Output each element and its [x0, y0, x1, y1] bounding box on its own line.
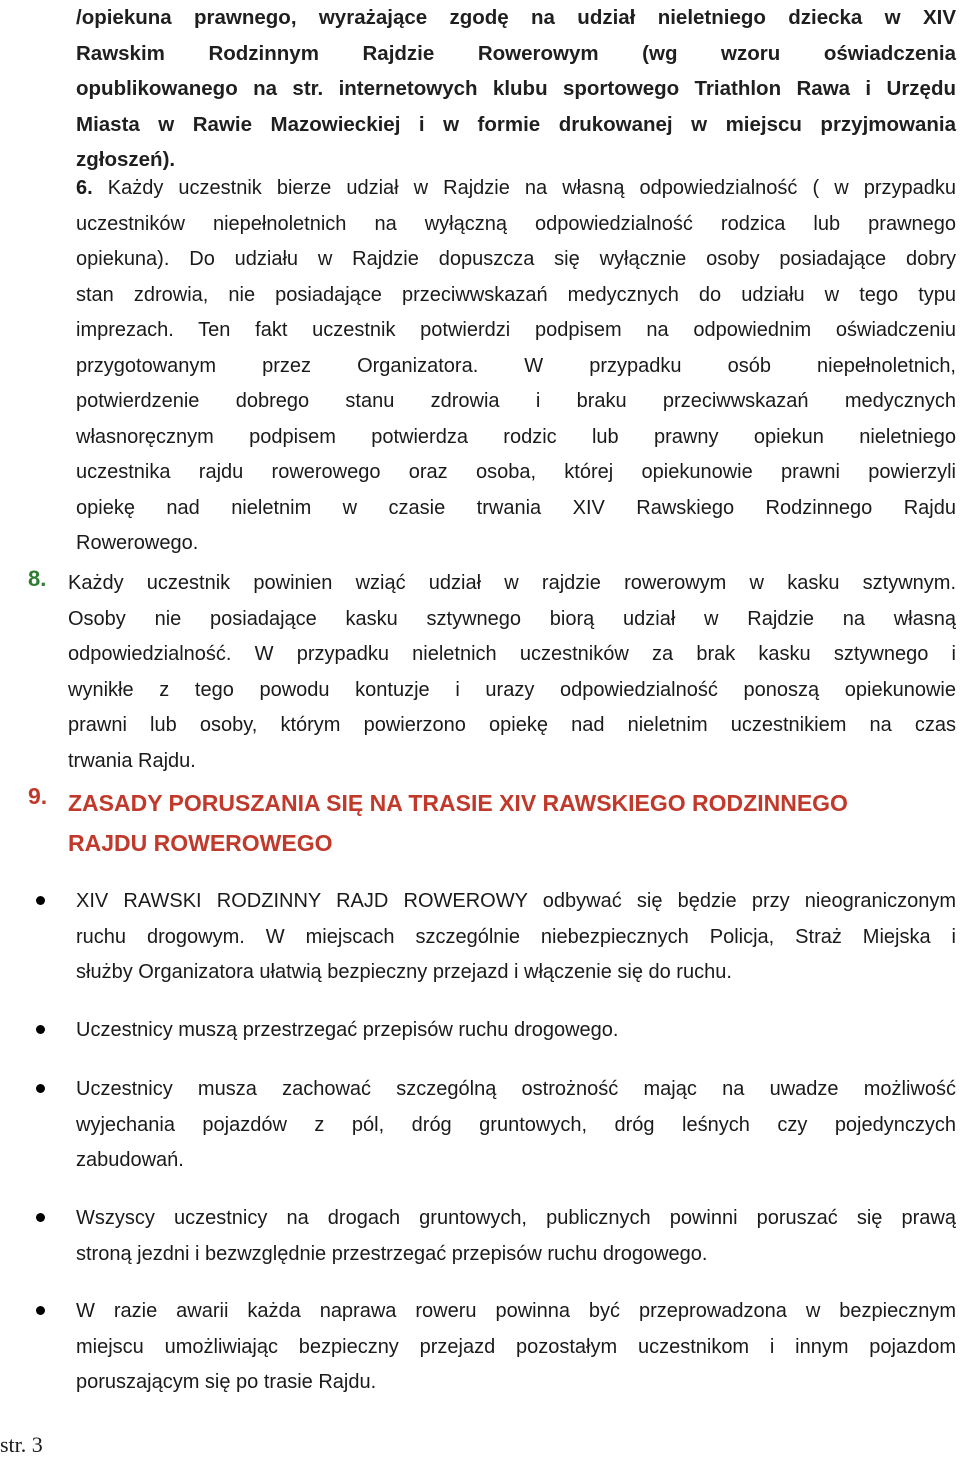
bullet-dot-icon — [36, 1025, 45, 1034]
intro-line: Miasta w Rawie Mazowieckiej i w formie drukowanej w miejscu przyjmowania — [76, 112, 956, 136]
bullet-item — [76, 1013, 956, 1049]
bullet-line: Wszyscy uczestnicy na drogach gruntowych, publicznych powinni poruszać się prawą — [76, 1207, 956, 1229]
page-number: str. 3 — [0, 1432, 43, 1457]
bullet-line: stroną jezdni i bezwzględnie przestrzegać przepisów ruchu drogowego. — [76, 1242, 708, 1265]
point-6-line: przygotowanym przez Organizatora. W przypadku osób niepełnoletnich, — [76, 354, 956, 377]
point-6-line-1 — [76, 171, 956, 207]
intro-line: Rawskim Rodzinnym Rajdzie Rowerowym (wg wzoru oświadczenia — [76, 41, 956, 65]
bullet-line: Uczestnicy musza zachować szczególną ostrożność mając na uwadze możliwość — [76, 1078, 956, 1100]
point-6-line: stan zdrowia, nie posiadające przeciwwskazań medycznych do udziału w tego typu — [76, 283, 956, 306]
bullet-line: zabudowań. — [76, 1149, 184, 1171]
point-6-paragraph — [76, 171, 956, 562]
bullet-item — [76, 1072, 956, 1179]
point-9-heading — [68, 783, 928, 863]
point-8-line: Osoby nie posiadające kasku sztywnego biorą udział w Rajdzie na własną — [68, 607, 956, 630]
point-6-text: Każdy uczestnik bierze udział w Rajdzie na własną odpowiedzialność ( w przypadku — [107, 177, 956, 199]
point-8-line: Każdy uczestnik powinien wziąć udział w rajdzie rowerowym w kasku sztywnym. — [68, 572, 956, 594]
bullet-line: W razie awarii każda naprawa roweru powinna być przeprowadzona w bezpiecznym — [76, 1300, 956, 1322]
bullet-line: służby Organizatora ułatwią bezpieczny przejazd i włączenie się do ruchu. — [76, 961, 732, 983]
point-8-line: prawni lub osoby, którym powierzono opiekę nad nieletnim uczestnikiem na czas — [68, 714, 956, 736]
point-6-line: imprezach. Ten fakt uczestnik potwierdzi podpisem na odpowiednim oświadczeniu — [76, 319, 956, 341]
bullet-line: XIV RAWSKI RODZINNY RAJD ROWEROWY odbywać się będzie przy nieograniczonym — [76, 890, 956, 912]
point-6-line: uczestnika rajdu rowerowego oraz osoba, której opiekunowie prawni powierzyli — [76, 461, 956, 483]
intro-paragraph — [76, 0, 956, 178]
bullet-item — [76, 884, 956, 991]
point-8-line: odpowiedzialność. W przypadku nieletnich uczestników za brak kasku sztywnego i — [68, 643, 956, 665]
point-6-number: 6. — [76, 177, 93, 199]
intro-line: /opiekuna prawnego, wyrażające zgodę na udział nieletniego dziecka w XIV — [76, 6, 956, 29]
point-6-line: opiekę nad nieletnim w czasie trwania XIV Rawskiego Rodzinnego Rajdu — [76, 496, 956, 519]
bullet-line: wyjechania pojazdów z pól, dróg gruntowych, dróg leśnych czy pojedynczych — [76, 1113, 956, 1136]
bullet-line: Uczestnicy muszą przestrzegać przepisów ruchu drogowego. — [76, 1019, 619, 1041]
bullet-dot-icon — [36, 1084, 45, 1093]
point-8-number: 8. — [28, 566, 47, 591]
intro-line: zgłoszeń). — [76, 148, 176, 171]
heading-line: ZASADY PORUSZANIA SIĘ NA TRASIE XIV RAWSKIEGO RODZINNEGO — [68, 790, 848, 816]
bullet-item — [76, 1294, 956, 1401]
heading-line: RAJDU ROWEROWEGO — [68, 830, 333, 856]
point-6-line: uczestników niepełnoletnich na wyłączną odpowiedzialność rodzica lub prawnego — [76, 212, 956, 235]
bullet-item — [76, 1201, 956, 1272]
point-6-line: Rowerowego. — [76, 532, 199, 554]
bullet-dot-icon — [36, 1213, 45, 1222]
point-6-line: własnoręcznym podpisem potwierdza rodzic lub prawny opiekun nieletniego — [76, 425, 956, 448]
point-6-line: potwierdzenie dobrego stanu zdrowia i braku przeciwwskazań medycznych — [76, 390, 956, 412]
bullet-dot-icon — [36, 896, 45, 905]
bullet-dot-icon — [36, 1306, 45, 1315]
intro-line: opublikowanego na str. internetowych klubu sportowego Triathlon Rawa i Urzędu — [76, 77, 956, 100]
point-8-line: trwania Rajdu. — [68, 749, 196, 772]
point-8-line: wynikłe z tego powodu kontuzje i urazy odpowiedzialność ponoszą opiekunowie — [68, 678, 956, 701]
bullet-line: miejscu umożliwiając bezpieczny przejazd pozostałym uczestnikom i innym pojazdom — [76, 1335, 956, 1358]
point-6-line: opiekuna). Do udziału w Rajdzie dopuszcza się wyłącznie osoby posiadające dobry — [76, 248, 956, 270]
bullet-line: ruchu drogowym. W miejscach szczególnie niebezpiecznych Policja, Straż Miejska i — [76, 925, 956, 948]
bullet-line: poruszającym się po trasie Rajdu. — [76, 1371, 377, 1393]
point-9-number: 9. — [28, 783, 48, 809]
point-8-paragraph — [68, 566, 956, 779]
